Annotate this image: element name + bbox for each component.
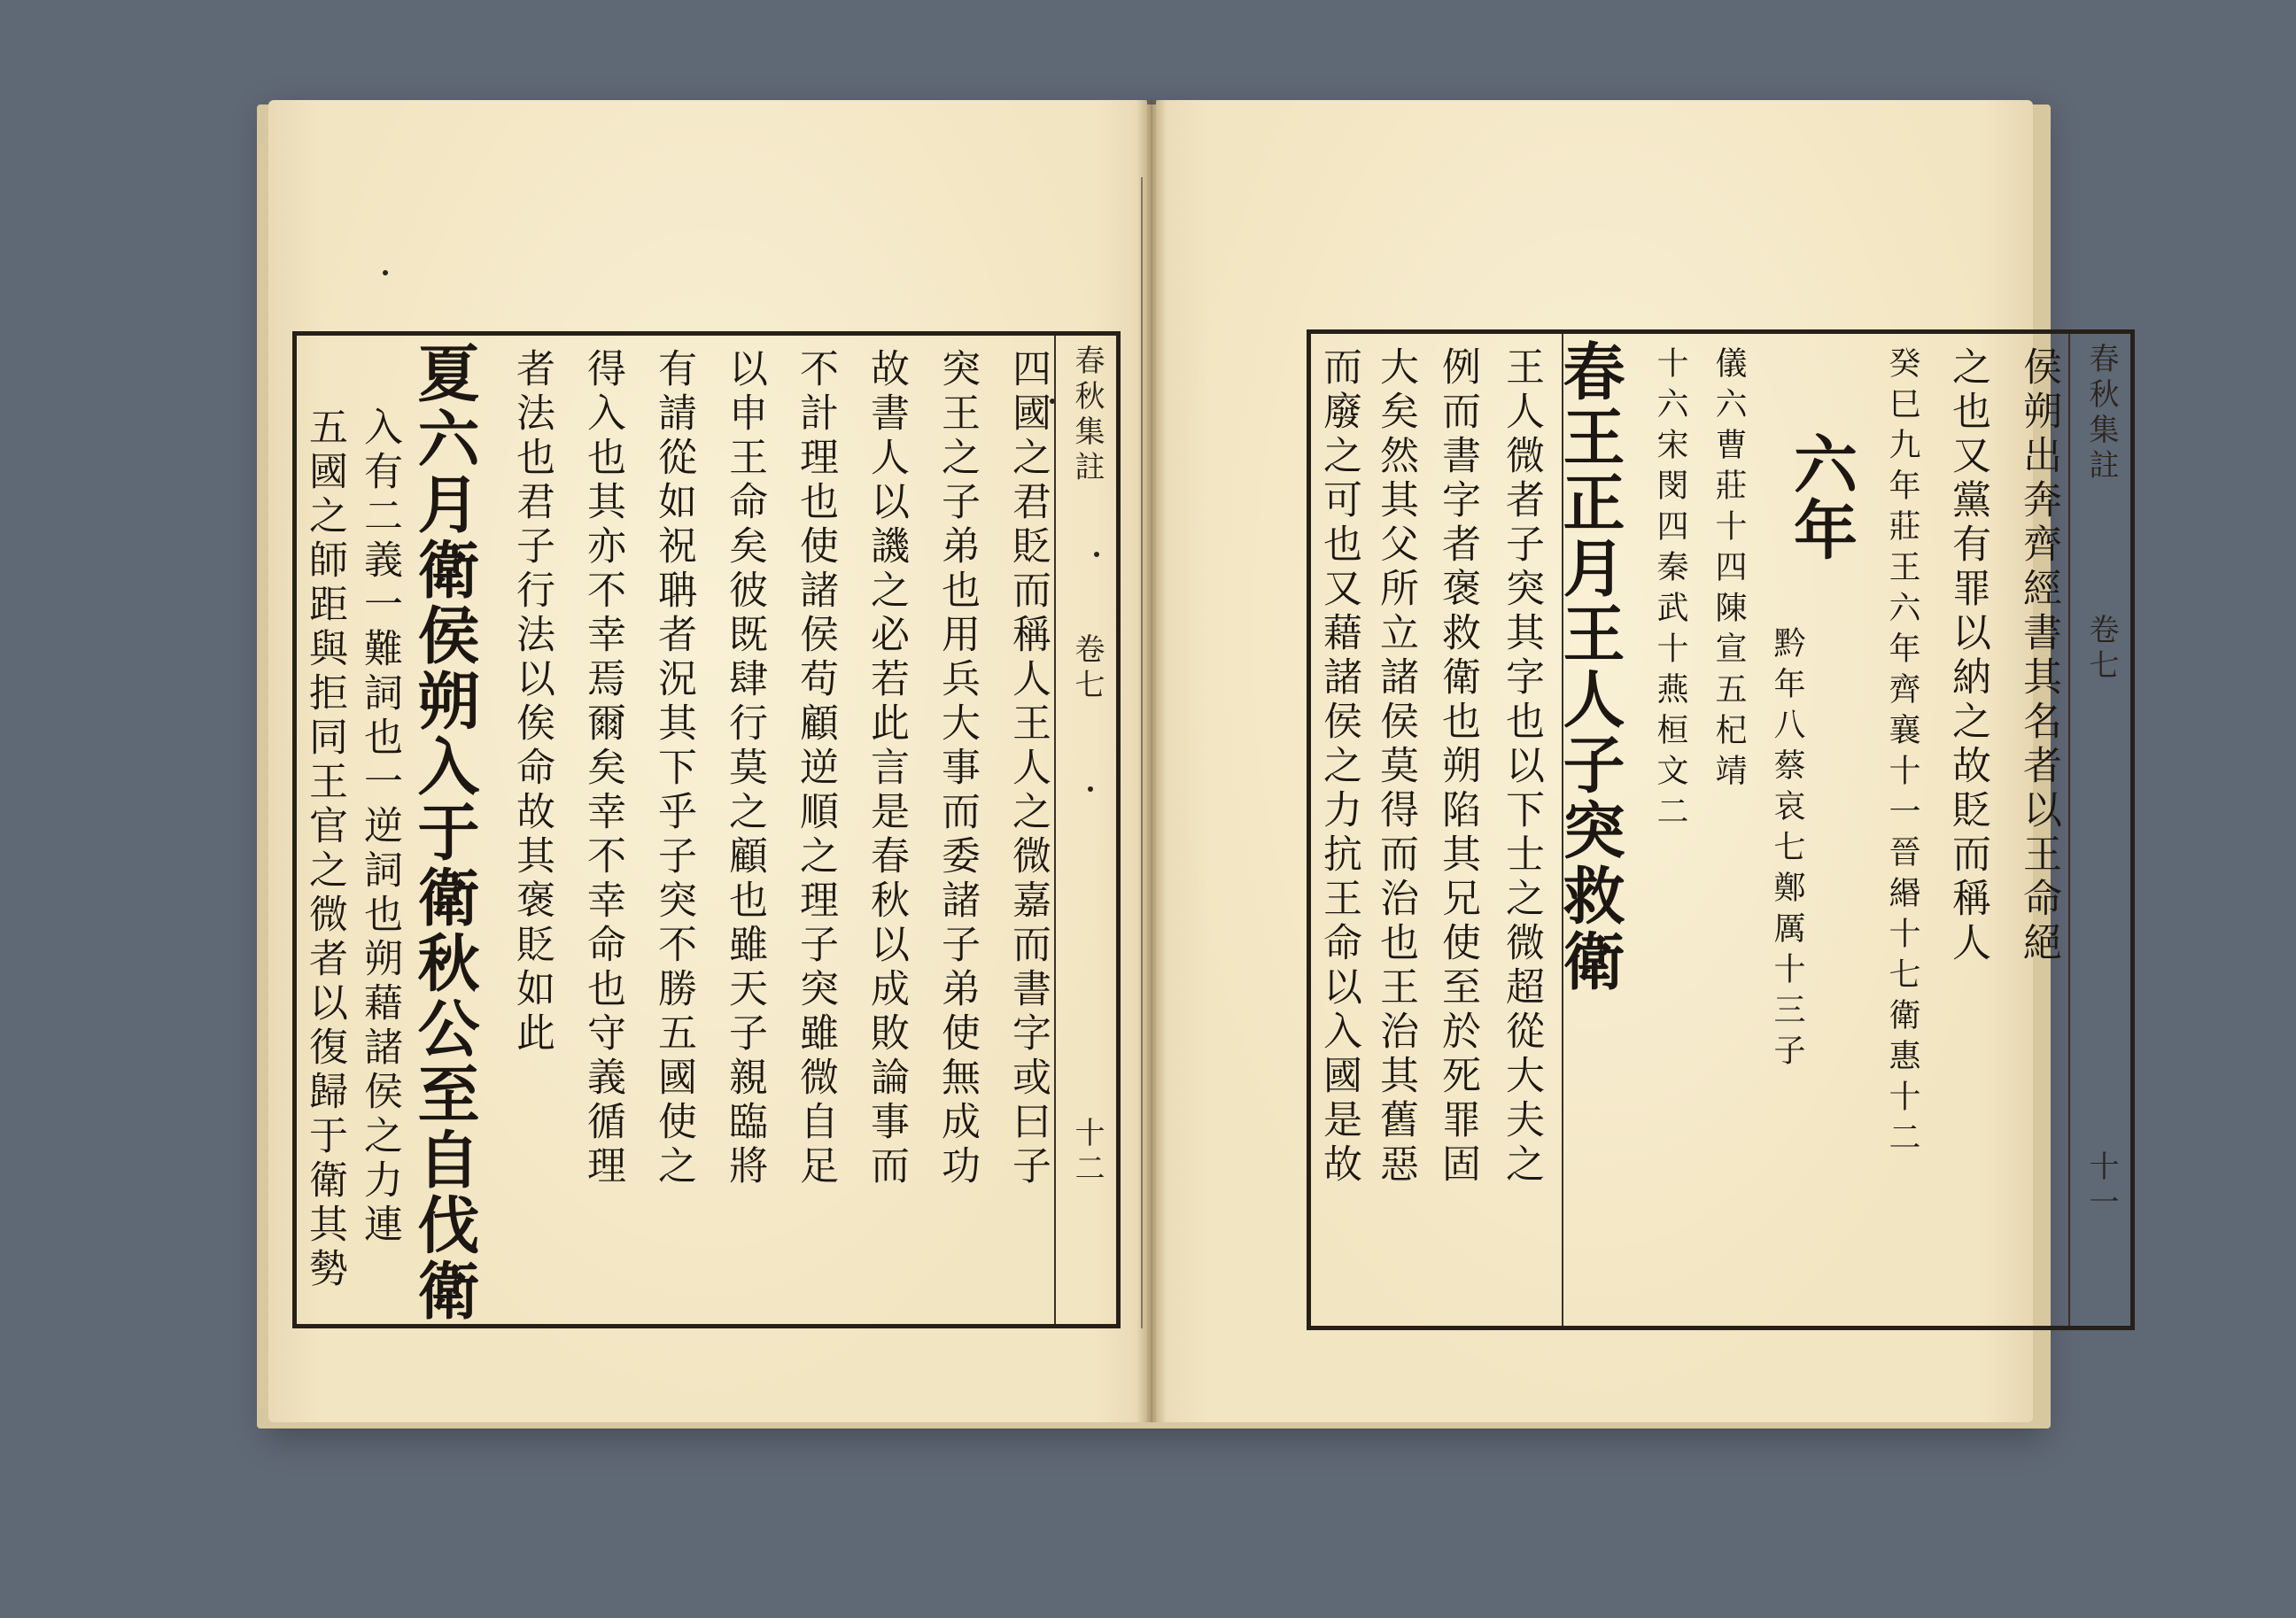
margin-volume: 卷七 — [1069, 633, 1105, 704]
right-col-11: 而廢之可也又藉諸侯之力抗王命以入國是故 — [1316, 346, 1361, 1188]
left-col-1: 四國之君貶而稱人王人之微嘉而書字或曰子 — [1005, 348, 1051, 1189]
right-chronology-4: 儀六曹莊十四陳宣五杞靖 — [1710, 346, 1747, 794]
margin-title: 春秋集註 — [1069, 345, 1105, 486]
left-margin-header — [1066, 345, 1109, 1319]
margin-volume: 卷七 — [2083, 614, 2119, 685]
left-col-10: 入有二義一難詞也一逆詞也朔藉諸侯之力連 — [357, 406, 402, 1248]
left-col-5: 以申王命矣彼既肆行莫之顧也雖天子親臨將 — [722, 348, 767, 1189]
left-col-7: 得入也其亦不幸焉爾矣幸不幸命也守義循理 — [580, 348, 625, 1189]
margin-title: 春秋集註 — [2083, 343, 2119, 484]
right-margin-header — [2080, 343, 2123, 1317]
margin-folio: 十二 — [1069, 1117, 1105, 1188]
right-heading-column: 春王正月王人子突救衛 — [1553, 339, 1626, 995]
margin-folio: 十一 — [2083, 1150, 2119, 1221]
left-col-6: 有請從如祝聃者況其下乎子突不勝五國使之 — [651, 348, 696, 1189]
right-col-10: 大矣然其父所立諸侯莫得而治也王治其舊惡 — [1373, 346, 1418, 1188]
left-col-3: 故書人以譏之必若此言是春秋以成敗論事而 — [864, 348, 909, 1189]
left-col-8: 者法也君子行法以俟命故其褒貶如此 — [509, 348, 555, 1057]
margin-rule — [2068, 334, 2070, 1326]
left-col-2: 突王之子弟也用兵大事而委諸子弟使無成功 — [935, 348, 980, 1189]
left-col-11: 五國之師距與拒同王官之微者以復歸于衛其勢 — [302, 406, 347, 1292]
right-chronology-3: 黔年八蔡哀七鄭厲十三子 — [1769, 626, 1805, 1074]
right-col-9: 例而書字者褒救衛也朔陷其兄使至於死罪固 — [1435, 346, 1480, 1188]
year-label: 六年 — [1783, 431, 1858, 562]
binding-hole — [383, 270, 388, 275]
right-col-2: 之也又黨有罪以納之故貶而稱人 — [1945, 346, 1990, 966]
right-col-8: 王人微者子突其字也以下士之微超從大夫之 — [1499, 346, 1544, 1188]
left-text-frame — [292, 331, 1121, 1328]
left-heading-column: 夏六月衛侯朔入于衛秋公至自伐衛 — [407, 341, 481, 1324]
binding-thread — [1141, 177, 1143, 1328]
right-col-1: 侯朔出奔齊經書其名者以王命絕 — [2016, 346, 2061, 966]
right-chronology-1: 癸巳九年莊王六年齊襄十一晉緡十七衛惠十二 — [1884, 346, 1920, 1161]
right-chronology-5: 十六宋閔四秦武十燕桓文二 — [1652, 346, 1688, 835]
left-col-4: 不計理也使諸侯苟顧逆順之理子突雖微自足 — [793, 348, 838, 1189]
right-text-frame — [1307, 329, 2135, 1330]
